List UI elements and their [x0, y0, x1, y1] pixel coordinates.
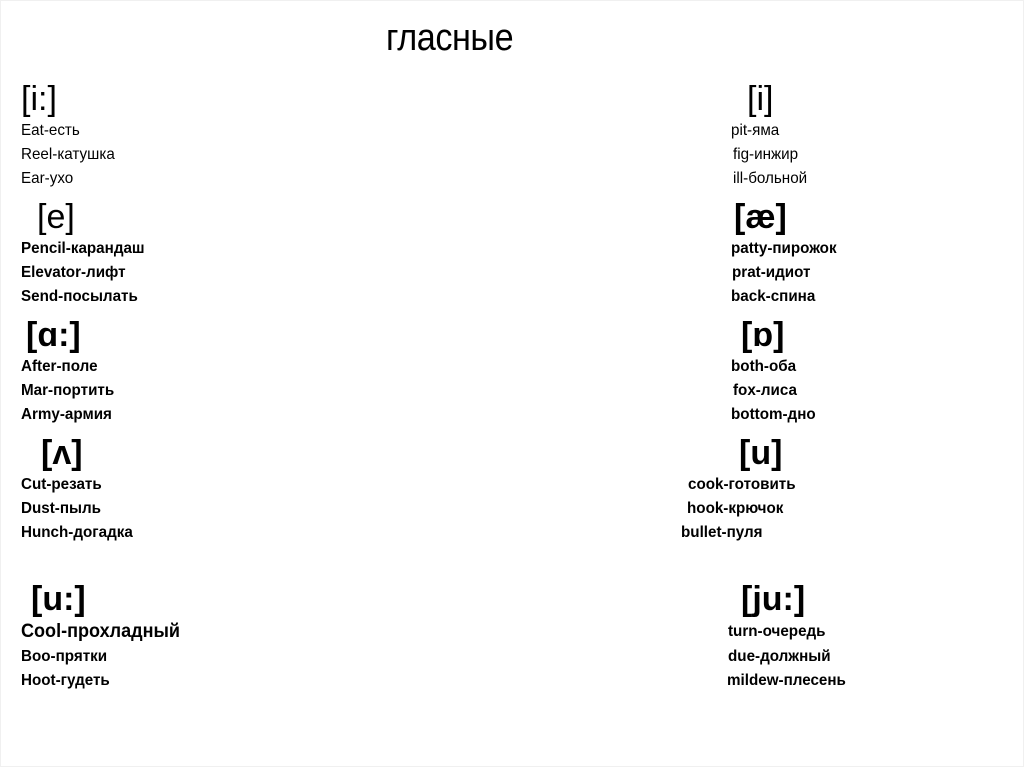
vowel-group-u-long	[21, 579, 188, 693]
vowel-group-e	[21, 197, 151, 309]
example-word: both-оба	[731, 358, 797, 375]
vowel-group-i-short	[731, 79, 811, 191]
example-word: Army-армия	[21, 406, 112, 423]
example-word: Reel-катушка	[21, 146, 115, 163]
example-word: Cut-резать	[21, 476, 102, 493]
example-word: fig-инжир	[733, 146, 799, 163]
example-word: hook-крючок	[687, 500, 784, 517]
example-word: Mar-портить	[21, 382, 115, 399]
phoneme-label: [ɒ]	[741, 316, 785, 354]
phoneme-label: [i:]	[21, 80, 57, 118]
example-word: bottom-дно	[731, 406, 816, 423]
slide-title: гласные	[386, 17, 514, 59]
example-word: After-поле	[21, 358, 98, 375]
phoneme-label: [e]	[37, 198, 75, 236]
example-word: Pencil-карандаш	[21, 240, 145, 257]
example-word: due-должный	[728, 648, 831, 665]
example-word: prat-идиот	[732, 264, 811, 281]
example-word: Eat-есть	[21, 122, 80, 139]
phoneme-label: [u:]	[31, 580, 86, 618]
vowel-group-ae	[731, 197, 842, 309]
example-word: Send-посылать	[21, 288, 138, 305]
vowel-group-u-short	[681, 433, 801, 545]
example-word: turn-очередь	[728, 623, 826, 640]
example-word: patty-пирожок	[731, 240, 837, 257]
example-word: Elevator-лифт	[21, 264, 126, 281]
example-word: Dust-пыль	[21, 500, 102, 517]
example-word: Cool-прохладный	[21, 621, 181, 642]
vowel-group-caret	[21, 433, 139, 545]
example-word: bullet-пуля	[681, 524, 763, 541]
phoneme-label: [ju:]	[741, 580, 806, 618]
example-word: Boo-прятки	[21, 648, 108, 665]
example-word: Hunch-догадка	[21, 524, 133, 541]
example-word: cook-готовить	[688, 476, 796, 493]
phoneme-label: [i]	[747, 80, 774, 118]
example-word: Hoot-гудеть	[21, 672, 110, 689]
vowel-group-a-long	[21, 315, 119, 427]
example-word: pit-яма	[731, 122, 780, 139]
phoneme-label: [æ]	[734, 198, 787, 236]
example-word: fox-лиса	[733, 382, 797, 399]
example-word: Ear-ухо	[21, 170, 74, 187]
example-word: ill-больной	[733, 170, 808, 187]
phoneme-label: [ɑ:]	[26, 316, 81, 354]
example-word: back-спина	[731, 288, 816, 305]
example-word: mildew-плесень	[727, 672, 846, 689]
vowel-group-o-short	[731, 315, 820, 427]
phoneme-label: [u]	[739, 434, 783, 472]
phoneme-label: [ʌ]	[41, 434, 83, 472]
vowel-group-i-long	[21, 79, 120, 191]
vowel-group-ju-long	[727, 579, 852, 693]
